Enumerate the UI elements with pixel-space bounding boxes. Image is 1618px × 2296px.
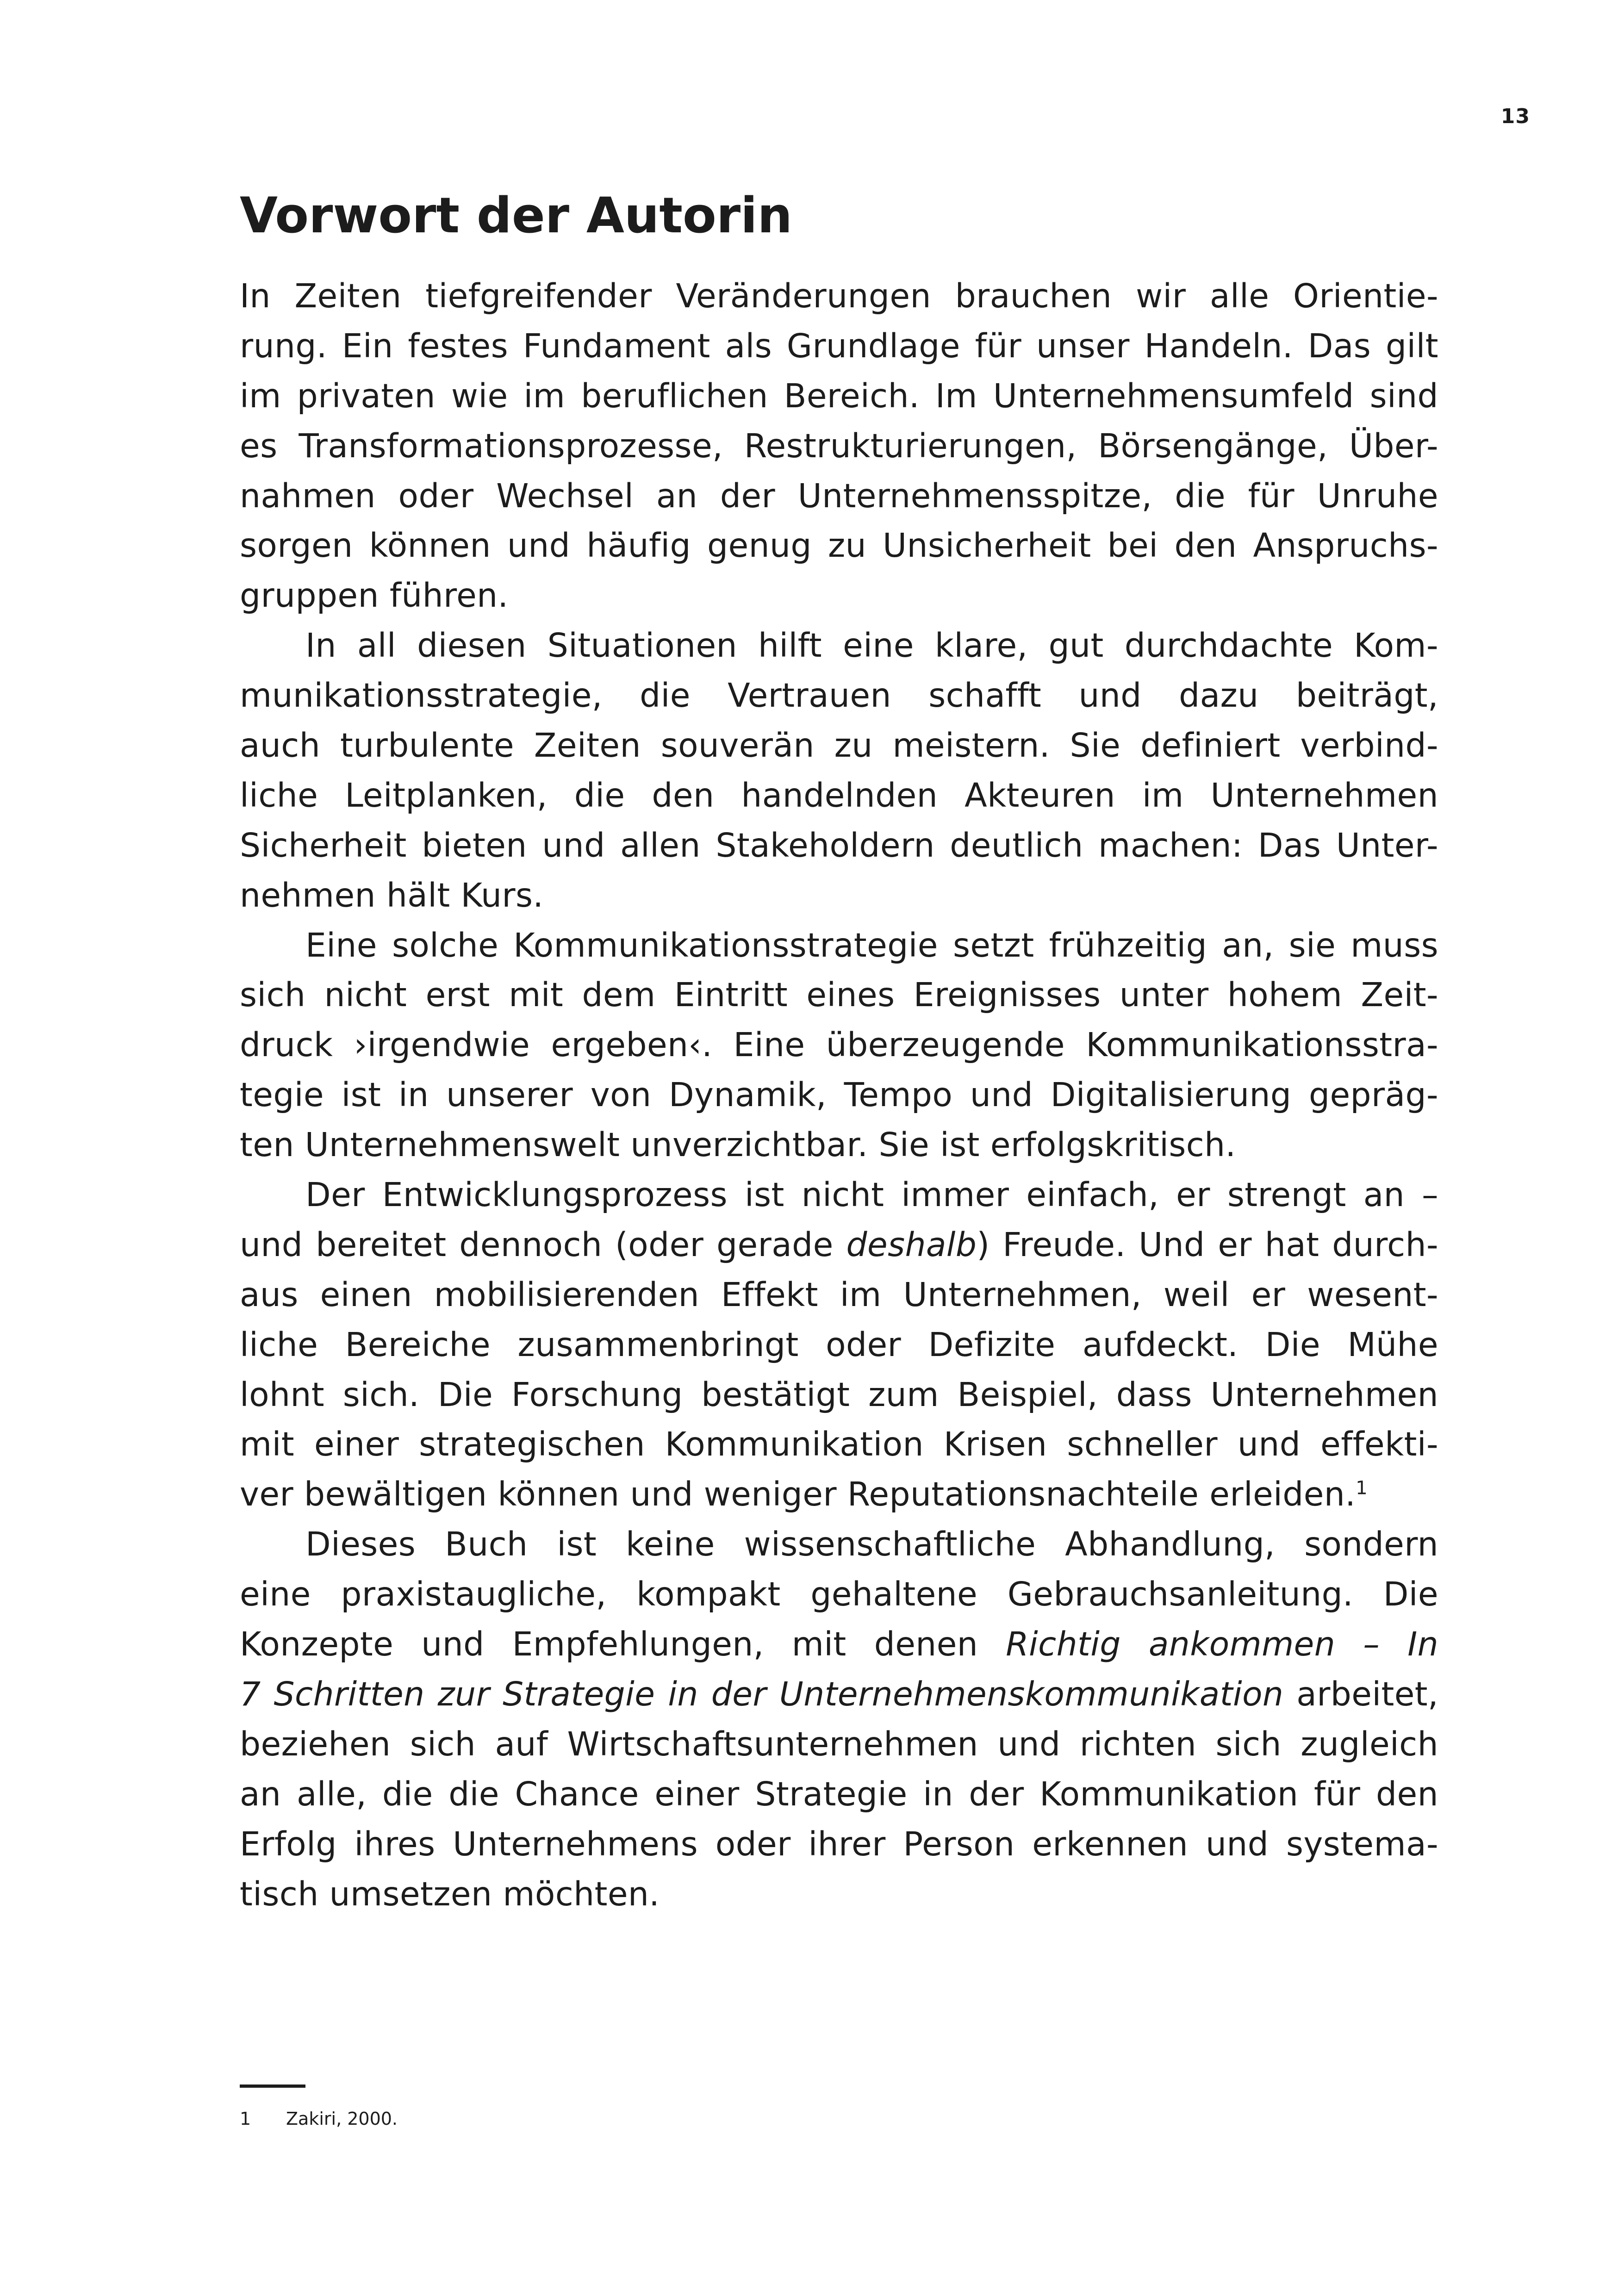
body-line: tisch umsetzen möchten. (240, 1874, 660, 1913)
body-line: ten Unternehmenswelt unverzichtbar. Sie ist erfolgskritisch. (240, 1126, 1236, 1164)
body-line: Der Entwicklungsprozess ist nicht immer einfach, er strengt an – (305, 1176, 1438, 1214)
body-line: im privaten wie im beruflichen Bereich. Im Unternehmensumfeld sind (240, 376, 1438, 415)
footnote (240, 2109, 398, 2130)
body-line: nahmen oder Wechsel an der Unternehmensspitze, die für Unruhe (240, 476, 1438, 515)
body-line: gruppen führen. (240, 576, 509, 615)
body-line: beziehen sich auf Wirtschaftsunternehmen und richten sich zugleich (240, 1724, 1438, 1763)
body-line: In Zeiten tiefgreifender Veränderungen brauchen wir alle Orientie- (240, 277, 1438, 315)
body-line: nehmen hält Kurs. (240, 876, 544, 915)
body-line: eine praxistaugliche, kompakt gehaltene Gebrauchsanleitung. Die (240, 1575, 1438, 1614)
body-line: ver bewältigen können und weniger Reputationsnachteile erleiden.$^1$ (240, 1475, 1368, 1514)
body-line: sorgen können und häufig genug zu Unsicherheit bei den Anspruchs- (240, 526, 1438, 565)
body-line: liche Bereiche zusammenbringt oder Defizite aufdeckt. Die Mühe (240, 1325, 1438, 1364)
body-text (240, 271, 1438, 1919)
body-line: Sicherheit bieten und allen Stakeholdern deutlich machen: Das Unter- (240, 826, 1438, 865)
body-line: Erfolg ihres Unternehmens oder ihrer Person erkennen und systema- (240, 1824, 1438, 1863)
body-line: druck ›irgendwie ergeben‹. Eine überzeugende Kommunikationsstra- (240, 1026, 1438, 1064)
footnote-number: 1 (240, 2109, 251, 2129)
page-number: 13 (1500, 105, 1530, 128)
body-line: aus einen mobilisierenden Effekt im Unternehmen, weil er wesent- (240, 1275, 1438, 1314)
body-line: auch turbulente Zeiten souverän zu meistern. Sie definiert verbind- (240, 726, 1438, 765)
footnote-rule (240, 2084, 305, 2088)
body-line: Eine solche Kommunikationsstrategie setzt frühzeitig an, sie muss (305, 926, 1438, 964)
chapter-title: Vorwort der Autorin (240, 187, 792, 244)
body-line: an alle, die die Chance einer Strategie in der Kommunikation für den (240, 1774, 1438, 1813)
body-line: Konzepte und Empfehlungen, mit denen Richtig ankommen – In (240, 1625, 1438, 1664)
body-line: es Transformationsprozesse, Restrukturierungen, Börsengänge, Über- (240, 426, 1438, 465)
body-line: liche Leitplanken, die den handelnden Akteuren im Unternehmen (240, 776, 1438, 815)
body-line: munikationsstrategie, die Vertrauen schafft und dazu beiträgt, (240, 676, 1438, 715)
body-line: In all diesen Situationen hilft eine klare, gut durchdachte Kom- (305, 626, 1438, 665)
body-line: sich nicht erst mit dem Eintritt eines Ereignisses unter hohem Zeit- (240, 976, 1438, 1014)
footnote-text: Zakiri, 2000. (286, 2109, 398, 2129)
body-line: und bereitet dennoch (oder gerade deshalb) Freude. Und er hat durch- (240, 1225, 1438, 1264)
body-line: mit einer strategischen Kommunikation Krisen schneller und effekti- (240, 1425, 1438, 1464)
body-line: lohnt sich. Die Forschung bestätigt zum Beispiel, dass Unternehmen (240, 1375, 1438, 1414)
body-line: Dieses Buch ist keine wissenschaftliche Abhandlung, sondern (305, 1525, 1438, 1564)
body-line: rung. Ein festes Fundament als Grundlage für unser Handeln. Das gilt (240, 326, 1438, 365)
body-line: 7 Schritten zur Strategie in der Unternehmenskommunikation arbeitet, (240, 1674, 1439, 1713)
body-line: tegie ist in unserer von Dynamik, Tempo und Digitalisierung gepräg- (240, 1076, 1438, 1114)
